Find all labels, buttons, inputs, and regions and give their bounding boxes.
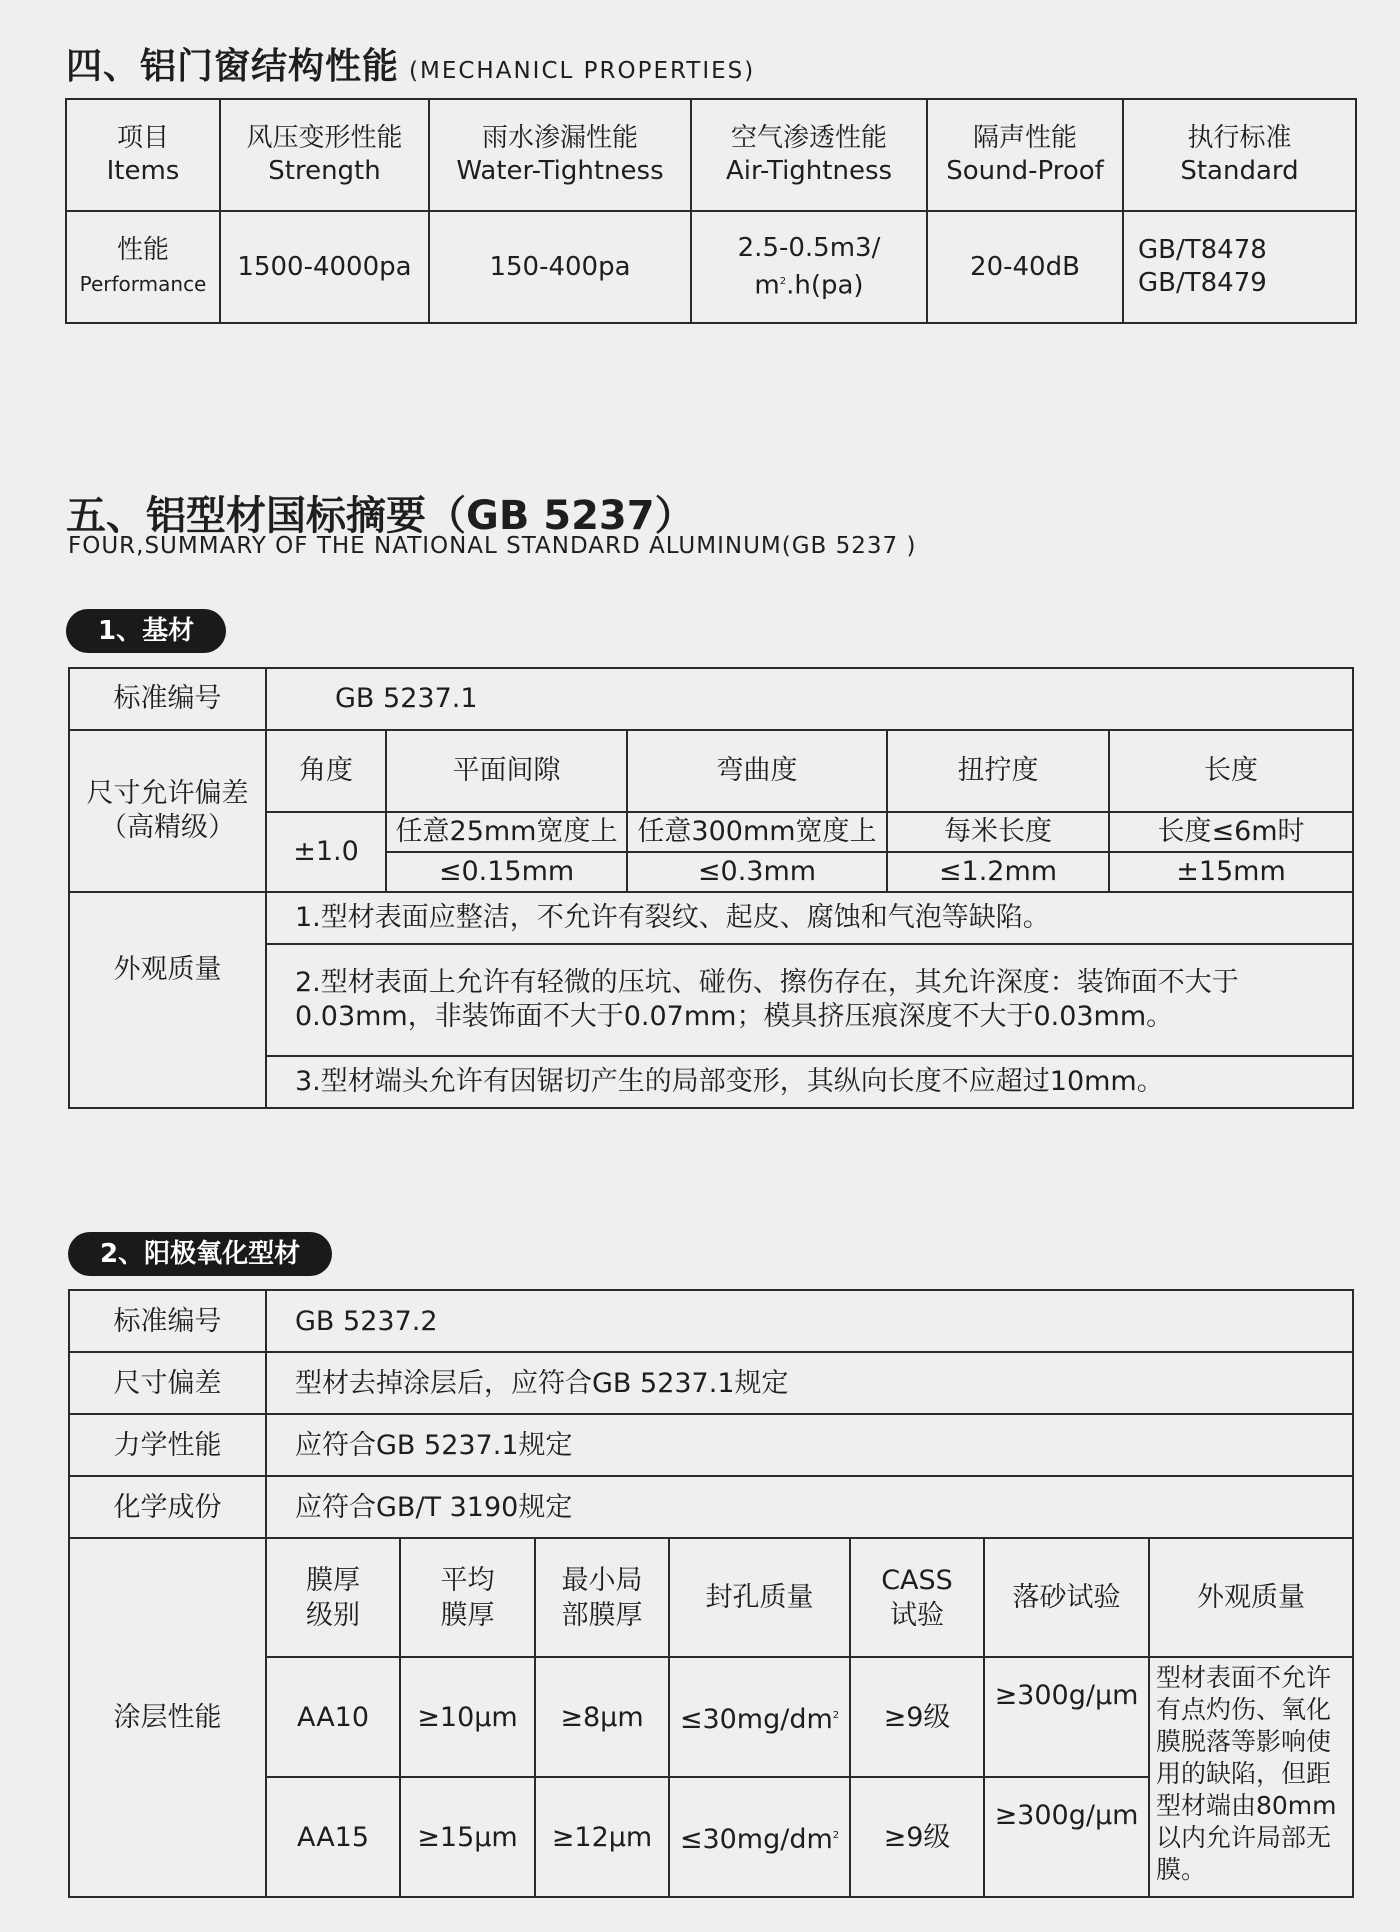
header-sand-test: 落砂试验 — [984, 1538, 1149, 1657]
header-appearance: 外观质量 — [1149, 1538, 1353, 1657]
section4-title — [66, 38, 755, 89]
section5-subtitle: FOUR,SUMMARY OF THE NATIONAL STANDARD ALUMINUM(GB 5237 ) — [68, 533, 917, 559]
header-seal-quality: 封孔质量 — [669, 1538, 850, 1657]
section5-title: 五、铝型材国标摘要（GB 5237） — [66, 493, 695, 539]
condition-twist: 每米长度 — [887, 812, 1109, 852]
row-label: 性能 Performance — [66, 211, 220, 323]
col-angle: 角度 — [266, 730, 386, 812]
value-flatness: ≤0.15mm — [386, 852, 627, 892]
table-row — [69, 1352, 1353, 1414]
std-value: GB 5237.1 — [266, 668, 1353, 730]
size-deviation-label: 尺寸允许偏差 （高精级） — [69, 730, 266, 892]
mechanical-properties-table — [65, 98, 1357, 324]
section4-subtitle: (MECHANICL PROPERTIES) — [409, 58, 756, 84]
seal-value: $\le 30mg/dm^2$ — [669, 1657, 850, 1777]
sand-value: ≥300g/μm — [984, 1657, 1149, 1777]
table-row — [66, 211, 1356, 323]
seal-value: $\le 30mg/dm^2$ — [669, 1777, 850, 1897]
base-material-table — [68, 667, 1354, 1109]
std-label: 标准编号 — [69, 1290, 266, 1352]
anodized-pill: 2、阳极氧化型材 — [68, 1232, 332, 1276]
air-value: 2.5-0.5m3/ $m^2.h(pa)$ — [691, 211, 927, 323]
header-strength: 风压变形性能 Strength — [220, 99, 429, 211]
col-length: 长度 — [1109, 730, 1353, 812]
standard-value: GB/T8478 GB/T8479 — [1123, 211, 1356, 323]
base-material-pill: 1、基材 — [66, 609, 226, 653]
chemical-label: 化学成份 — [69, 1476, 266, 1538]
header-cass: CASS 试验 — [850, 1538, 984, 1657]
header-air-tightness: 空气渗透性能 Air-Tightness — [691, 99, 927, 211]
strength-value: 1500-4000pa — [220, 211, 429, 323]
condition-flatness: 任意25mm宽度上 — [386, 812, 627, 852]
value-length: ±15mm — [1109, 852, 1353, 892]
condition-length: 长度≤6m时 — [1109, 812, 1353, 852]
size-deviation-value: 型材去掉涂层后，应符合GB 5237.1规定 — [266, 1352, 1353, 1414]
table-row — [69, 1290, 1353, 1352]
std-value: GB 5237.2 — [266, 1290, 1353, 1352]
header-avg-thickness: 平均 膜厚 — [400, 1538, 535, 1657]
grade-value: AA15 — [266, 1777, 400, 1897]
table-row — [69, 892, 1353, 944]
header-items: 项目 Items — [66, 99, 220, 211]
angle-value: ±1.0 — [266, 812, 386, 892]
value-twist: ≤1.2mm — [887, 852, 1109, 892]
header-sound-proof: 隔声性能 Sound-Proof — [927, 99, 1123, 211]
sand-value: ≥300g/μm — [984, 1777, 1149, 1897]
appearance-note: 型材表面不允许有点灼伤、氧化膜脱落等影响使用的缺陷，但距型材端由80mm以内允许局部无膜。 — [1149, 1657, 1353, 1897]
appearance-item: 3.型材端头允许有因锯切产生的局部变形，其纵向长度不应超过10mm。 — [266, 1056, 1353, 1108]
min-value: ≥8μm — [535, 1657, 669, 1777]
header-grade: 膜厚 级别 — [266, 1538, 400, 1657]
section4-title-text: 四、铝门窗结构性能 — [66, 46, 400, 87]
appearance-label: 外观质量 — [69, 892, 266, 1108]
coating-header-row — [69, 1538, 1353, 1657]
appearance-item: 1.型材表面应整洁，不允许有裂纹、起皮、腐蚀和气泡等缺陷。 — [266, 892, 1353, 944]
cass-value: ≥9级 — [850, 1657, 984, 1777]
coating-label: 涂层性能 — [69, 1538, 266, 1897]
avg-value: ≥10μm — [400, 1657, 535, 1777]
avg-value: ≥15μm — [400, 1777, 535, 1897]
table-row — [69, 668, 1353, 730]
grade-value: AA10 — [266, 1657, 400, 1777]
header-min-thickness: 最小局 部膜厚 — [535, 1538, 669, 1657]
size-deviation-label: 尺寸偏差 — [69, 1352, 266, 1414]
water-value: 150-400pa — [429, 211, 691, 323]
mechanical-label: 力学性能 — [69, 1414, 266, 1476]
header-water-tightness: 雨水渗漏性能 Water-Tightness — [429, 99, 691, 211]
chemical-value: 应符合GB/T 3190规定 — [266, 1476, 1353, 1538]
sound-value: 20-40dB — [927, 211, 1123, 323]
col-twist: 扭拧度 — [887, 730, 1109, 812]
std-label: 标准编号 — [69, 668, 266, 730]
col-bending: 弯曲度 — [627, 730, 887, 812]
table-row — [69, 1414, 1353, 1476]
value-bending: ≤0.3mm — [627, 852, 887, 892]
header-standard: 执行标准 Standard — [1123, 99, 1356, 211]
table-row — [69, 1476, 1353, 1538]
col-flatness: 平面间隙 — [386, 730, 627, 812]
anodized-table — [68, 1289, 1354, 1898]
min-value: ≥12μm — [535, 1777, 669, 1897]
cass-value: ≥9级 — [850, 1777, 984, 1897]
condition-bending: 任意300mm宽度上 — [627, 812, 887, 852]
table-row — [69, 730, 1353, 812]
mechanical-value: 应符合GB 5237.1规定 — [266, 1414, 1353, 1476]
table-header-row — [66, 99, 1356, 211]
appearance-item: 2.型材表面上允许有轻微的压坑、碰伤、擦伤存在，其允许深度：装饰面不大于0.03mm，非装饰面不大于0.07mm；模具挤压痕深度不大于0.03mm。 — [266, 944, 1353, 1056]
